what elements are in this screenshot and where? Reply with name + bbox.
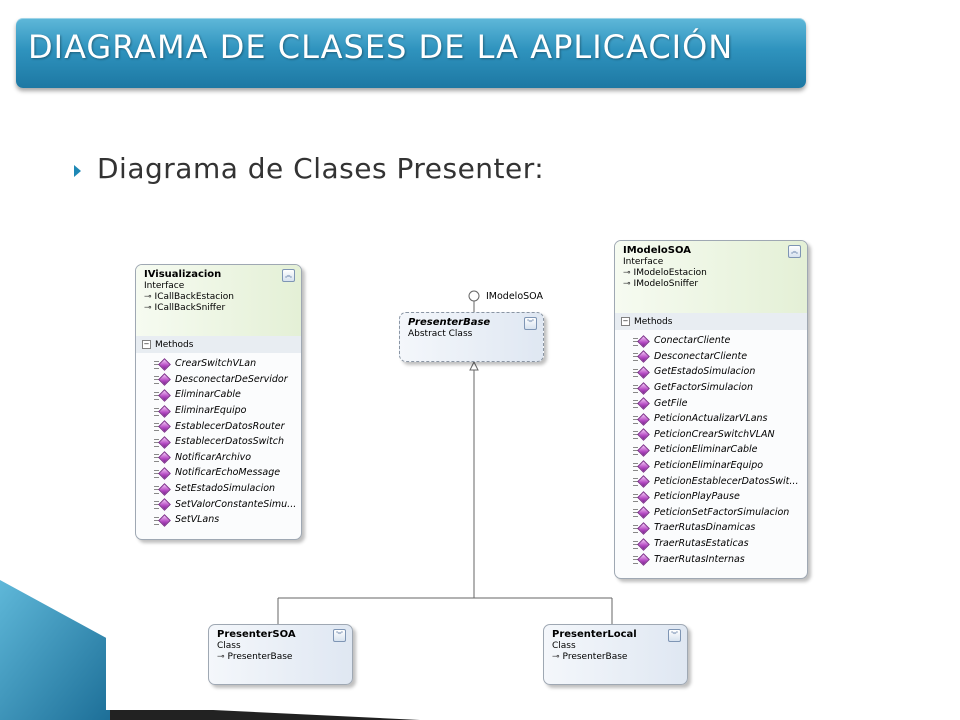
- presentersoa-title: PresenterSOA: [217, 629, 296, 640]
- collapse-minus-icon[interactable]: −: [622, 317, 629, 325]
- method-icon: [633, 507, 649, 517]
- method-icon: [633, 445, 649, 455]
- expand-down-icon[interactable]: ︾: [524, 317, 537, 330]
- implements-arrow-icon: ⊸: [623, 279, 631, 289]
- ivisualizacion-title: IVisualizacion: [144, 269, 222, 280]
- method-icon: [154, 452, 170, 462]
- expand-down-icon[interactable]: ︾: [333, 629, 346, 642]
- method-item[interactable]: [154, 465, 301, 481]
- method-icon: [154, 406, 170, 416]
- method-item[interactable]: [633, 520, 807, 536]
- method-name: GetFile: [654, 397, 688, 409]
- method-name: PeticionEstablecerDatosSwit...: [654, 475, 799, 487]
- collapse-up-icon[interactable]: ︽: [282, 269, 295, 282]
- method-name: SetVLans: [175, 514, 220, 526]
- method-item[interactable]: [633, 427, 807, 443]
- presenterlocal-title: PresenterLocal: [552, 629, 637, 640]
- method-icon: [633, 398, 649, 408]
- presentersoa-kind: Class: [217, 641, 241, 651]
- method-icon: [154, 515, 170, 525]
- method-icon: [633, 461, 649, 471]
- inherits-arrow-icon: ⊸: [552, 652, 560, 662]
- implements-item: ⊸ ICallBackEstacion: [144, 292, 234, 302]
- method-icon: [633, 429, 649, 439]
- method-item[interactable]: [154, 481, 301, 497]
- methods-section-header[interactable]: − Methods: [615, 313, 807, 330]
- method-item[interactable]: [633, 473, 807, 489]
- method-name: PeticionPlayPause: [654, 491, 740, 503]
- method-name: TraerRutasDinamicas: [654, 522, 756, 534]
- method-icon: [633, 539, 649, 549]
- presenterbase-box[interactable]: [399, 312, 544, 362]
- method-item[interactable]: [633, 551, 807, 567]
- imodelosoa-title: IModeloSOA: [623, 245, 691, 256]
- method-item[interactable]: [633, 536, 807, 552]
- method-name: NotificarEchoMessage: [175, 467, 281, 479]
- method-name: PeticionEliminarEquipo: [654, 460, 764, 472]
- method-name: TraerRutasInternas: [654, 553, 745, 565]
- method-icon: [154, 499, 170, 509]
- expand-down-icon[interactable]: ︾: [668, 629, 681, 642]
- method-icon: [154, 484, 170, 494]
- method-item[interactable]: [633, 349, 807, 365]
- method-name: PeticionCrearSwitchVLAN: [654, 428, 775, 440]
- presenterbase-title: PresenterBase: [408, 317, 491, 328]
- method-item[interactable]: [154, 372, 301, 388]
- method-icon: [633, 414, 649, 424]
- presenterlocal-kind: Class: [552, 641, 576, 651]
- method-name: GetFactorSimulacion: [654, 382, 753, 394]
- lollipop-label: IModeloSOA: [486, 291, 543, 302]
- method-icon: [633, 492, 649, 502]
- presenterlocal-box[interactable]: [543, 624, 688, 685]
- method-icon: [633, 336, 649, 346]
- method-name: PeticionActualizarVLans: [654, 413, 768, 425]
- presentersoa-box[interactable]: [208, 624, 353, 685]
- method-icon: [154, 374, 170, 384]
- method-item[interactable]: [633, 489, 807, 505]
- method-name: ConectarCliente: [654, 335, 731, 347]
- method-item[interactable]: [633, 505, 807, 521]
- slide-title: DIAGRAMA DE CLASES DE LA APLICACIÓN: [28, 28, 734, 66]
- method-item[interactable]: [154, 403, 301, 419]
- method-item[interactable]: [633, 411, 807, 427]
- imodelosoa-kind: Interface: [623, 257, 664, 267]
- method-item[interactable]: [154, 434, 301, 450]
- method-icon: [633, 351, 649, 361]
- method-list: [136, 353, 301, 532]
- method-name: NotificarArchivo: [175, 451, 252, 463]
- base-class-item: ⊸ PresenterBase: [552, 652, 628, 662]
- method-icon: [154, 421, 170, 431]
- method-icon: [154, 468, 170, 478]
- method-item[interactable]: [154, 450, 301, 466]
- method-item[interactable]: [633, 380, 807, 396]
- implements-item: ⊸ ICallBackSniffer: [144, 303, 226, 313]
- implements-arrow-icon: ⊸: [144, 292, 152, 302]
- method-item[interactable]: [154, 356, 301, 372]
- method-item[interactable]: [154, 512, 301, 528]
- imodelosoa-box[interactable]: [614, 240, 808, 579]
- method-item[interactable]: [633, 395, 807, 411]
- method-icon: [633, 523, 649, 533]
- inherits-arrow-icon: ⊸: [217, 652, 225, 662]
- method-item[interactable]: [154, 387, 301, 403]
- method-name: DesconectarCliente: [654, 350, 748, 362]
- method-icon: [633, 554, 649, 564]
- method-list: [615, 330, 807, 571]
- method-item[interactable]: [633, 458, 807, 474]
- method-name: EstablecerDatosSwitch: [175, 436, 285, 448]
- method-name: EstablecerDatosRouter: [175, 420, 285, 432]
- methods-section-header[interactable]: − Methods: [136, 336, 301, 353]
- method-icon: [633, 476, 649, 486]
- method-item[interactable]: [633, 333, 807, 349]
- method-item[interactable]: [633, 442, 807, 458]
- presenterbase-kind: Abstract Class: [408, 329, 473, 339]
- method-item[interactable]: [154, 496, 301, 512]
- method-icon: [154, 390, 170, 400]
- method-name: SetValorConstanteSimu...: [175, 498, 297, 510]
- method-icon: [633, 383, 649, 393]
- collapse-minus-icon[interactable]: −: [143, 340, 150, 348]
- ivisualizacion-box[interactable]: [135, 264, 302, 540]
- method-name: GetEstadoSimulacion: [654, 366, 756, 378]
- collapse-up-icon[interactable]: ︽: [788, 245, 801, 258]
- method-name: PeticionSetFactorSimulacion: [654, 506, 790, 518]
- implements-item: ⊸ IModeloEstacion: [623, 268, 707, 278]
- method-name: SetEstadoSimulacion: [175, 483, 276, 495]
- method-name: PeticionEliminarCable: [654, 444, 758, 456]
- method-icon: [154, 359, 170, 369]
- implements-item: ⊸ IModeloSniffer: [623, 279, 699, 289]
- method-name: DesconectarDeServidor: [175, 373, 288, 385]
- method-icon: [154, 437, 170, 447]
- method-item[interactable]: [633, 364, 807, 380]
- method-item[interactable]: [154, 418, 301, 434]
- method-name: EliminarEquipo: [175, 405, 247, 417]
- implements-arrow-icon: ⊸: [623, 268, 631, 278]
- method-name: TraerRutasEstaticas: [654, 538, 749, 550]
- ivisualizacion-kind: Interface: [144, 281, 185, 291]
- implements-arrow-icon: ⊸: [144, 303, 152, 313]
- base-class-item: ⊸ PresenterBase: [217, 652, 293, 662]
- method-name: CrearSwitchVLan: [175, 358, 257, 370]
- bullet-text: Diagrama de Clases Presenter:: [97, 152, 545, 185]
- method-icon: [633, 367, 649, 377]
- method-name: EliminarCable: [175, 389, 241, 401]
